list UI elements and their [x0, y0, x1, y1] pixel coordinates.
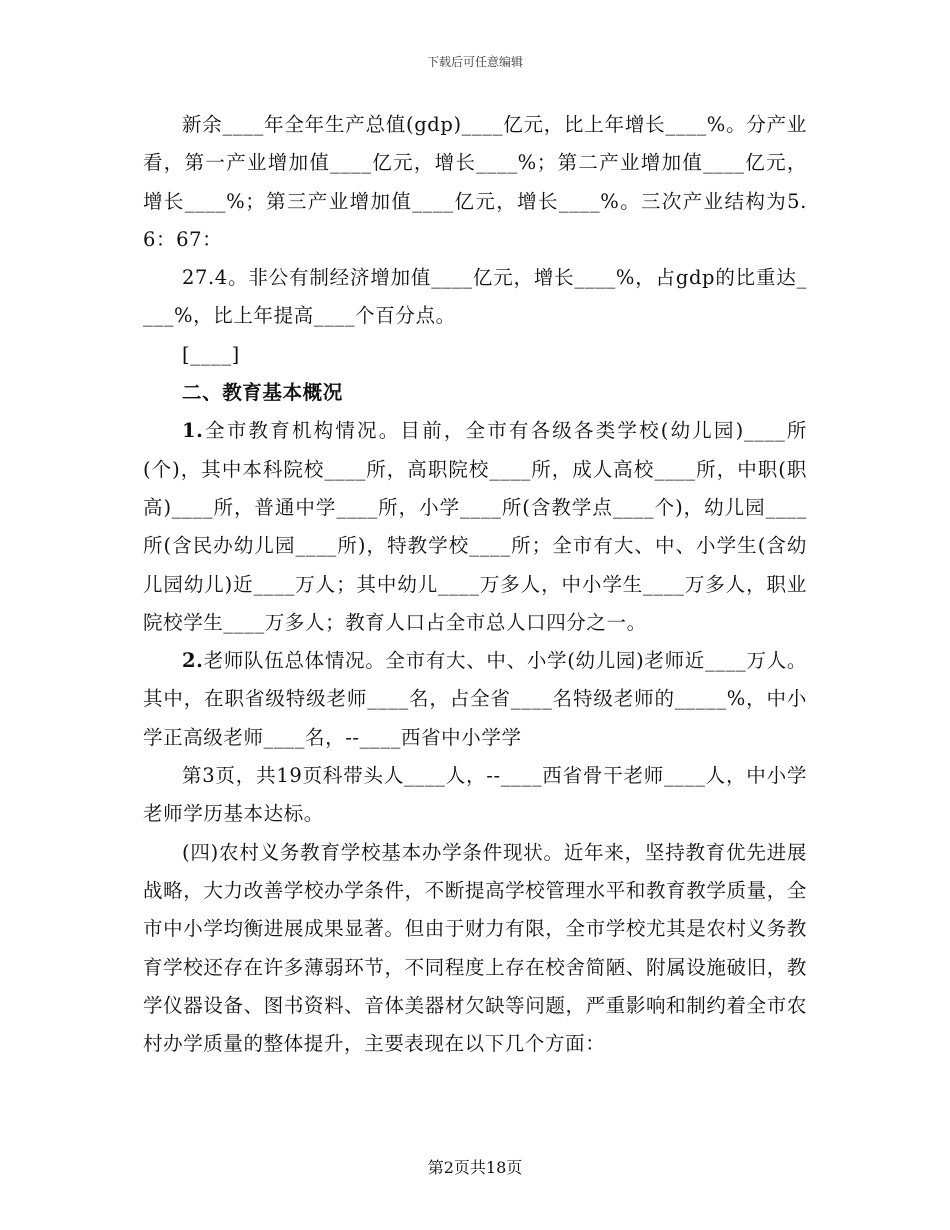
item-number: 2.	[182, 649, 204, 673]
paragraph-non-public-economy: 27.4。非公有制经济增加值____亿元，增长____%，占gdp的比重达____%，比上年提高____个百分点。	[143, 266, 807, 328]
page-header: 下载后可任意编辑	[426, 55, 523, 69]
item-number: 1.	[182, 419, 204, 443]
paragraph-gdp: 新余____年全年生产总值(gdp)____亿元，比上年增长____%。分产业看，第一产业增加值____亿元，增长____%；第二产业增加值____亿元，增长____%；第三产业增加值____亿元，增长____%。三次产业结构为5.6：67：	[143, 113, 807, 251]
paragraph-rural-school-conditions: (四)农村义务教育学校基本办学条件现状。近年来，坚持教育优先进展战略，大力改善学校办学条件，不断提高学校管理水平和教育教学质量，全市中小学均衡进展成果显著。但由于财力有限，全市学校尤其是农村义务教育学校还存在许多薄弱环节，不同程度上存在校舍简陋、附属设施破旧，教学仪器设备、图书资料、音体美器材欠缺等问题，严重影响和制约着全市农村办学质量的整体提升，主要表现在以下几个方面：	[143, 840, 807, 1056]
paragraph-text: 全市教育机构情况。目前，全市有各级各类学校(幼儿园)____所(个)，其中本科院校____所，高职院校____所，成人高校____所，中职(职高)____所，普通中学____所，小学____所(含教学点____个)，幼儿园____所(含民办幼儿园____所)，特教学校____所；全市有大、中、小学生(含幼儿园幼儿)近____万人；其中幼儿____万多人，中小学生____万多人，职业院校学生____万多人；教育人口占全市总人口四分之一。	[143, 419, 807, 634]
paragraph-education-institutions	[143, 412, 807, 642]
section-heading-education-overview: 二、教育基本概况	[182, 381, 343, 405]
document-body	[143, 106, 807, 1063]
page-footer: 第2页共18页	[427, 1158, 523, 1177]
paragraph-teacher-overview-continued: 第3页，共19页科带头人____人，--____西省骨干老师____人，中小学老师学历基本达标。	[143, 764, 807, 826]
paragraph-text: 老师队伍总体情况。全市有大、中、小学(幼儿园)老师近____万人。其中，在职省级特级老师____名，占全省____名特级老师的_____%，中小学正高级老师____名，--____西省中小学学	[143, 649, 807, 749]
paragraph-teacher-overview	[143, 642, 807, 757]
paragraph-placeholder: [____]	[182, 342, 240, 366]
